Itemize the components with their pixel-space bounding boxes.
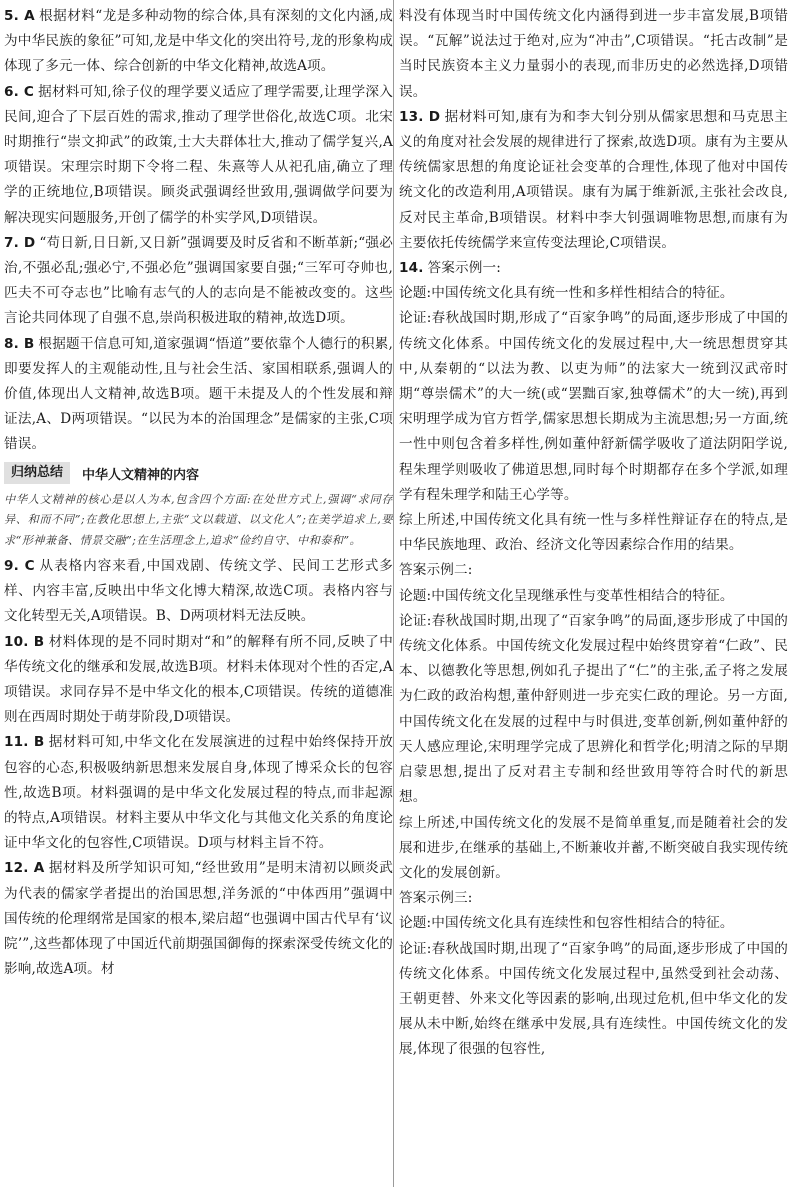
example-1-argument bbox=[399, 306, 788, 508]
answer-text: 论证:春秋战国时期,出现了“百家争鸣”的局面,逐步形成了中国的传统文化体系。中国传统文化发展过程中,虽然受到社会动荡、王朝更替、外来文化等因素的影响,出现过危机,但中华文化的发展从未中断,始终在继承中发展,具有连续性。中国传统文化的发展,体现了很强的包容性, bbox=[399, 940, 788, 1058]
answer-item-14 bbox=[399, 256, 788, 281]
answer-number: 9. C bbox=[4, 558, 35, 575]
answer-text: “苟日新,日日新,又日新”强调要及时反省和不断革新;“强必治,不强必乱;强必宁,不强必危”强调国家要自强;“三军可夺帅也,匹夫不可夺志也”比喻有志气的人的志向是不能被改变的。这些言论共同体现了自强不息,崇尚积极进取的精神,故选D项。 bbox=[4, 234, 393, 327]
answer-text: 综上所述,中国传统文化具有统一性与多样性辩证存在的特点,是中华民族地理、政治、经济文化等因素综合作用的结果。 bbox=[399, 512, 788, 554]
answer-text: 料没有体现当时中国传统文化内涵得到进一步丰富发展,B项错误。“瓦解”说法过于绝对,应为“冲击”,C项错误。“托古改制”是当时民族资本主义力量弱小的表现,而非历史的必然选择,D项错误。 bbox=[399, 8, 788, 100]
answer-text: 据材料及所学知识可知,“经世致用”是明末清初以顾炎武为代表的儒家学者提出的治国思想,洋务派的“中体西用”强调中国传统的伦理纲常是国家的根本,梁启超“也强调中国古代早有‘议院’”,这些都体现了中国近代前期强国御侮的探索深受传统文化的影响,故选A项。材 bbox=[4, 860, 393, 978]
answer-text: 论题:中国传统文化具有统一性和多样性相结合的特征。 bbox=[399, 285, 734, 302]
example-3-argument bbox=[399, 937, 788, 1063]
answer-item-5 bbox=[4, 4, 393, 80]
answer-text: 论题:中国传统文化具有连续性和包容性相结合的特征。 bbox=[399, 915, 734, 932]
answer-item-9 bbox=[4, 554, 393, 630]
column-divider bbox=[393, 0, 394, 1187]
answer-text: 材料体现的是不同时期对“和”的解释有所不同,反映了中华传统文化的继承和发展,故选B项。材料未体现对个性的否定,A项错误。求同存异不是中华文化的根本,C项错误。传统的道德准则在西周时期处于萌芽阶段,D项错误。 bbox=[4, 633, 393, 726]
answer-number: 8. B bbox=[4, 335, 35, 352]
example-1-thesis bbox=[399, 281, 788, 306]
answer-number: 6. C bbox=[4, 83, 35, 100]
right-column bbox=[399, 4, 788, 1063]
answer-text: 从表格内容来看,中国戏剧、传统文学、民间工艺形式多样、内容丰富,反映出中华文化博大精深,故选C项。表格内容与文化转型无关,A项错误。B、D两项材料无法反映。 bbox=[4, 558, 393, 625]
answer-item-12 bbox=[4, 856, 393, 982]
answer-number: 7. D bbox=[4, 234, 36, 251]
answer-text: 综上所述,中国传统文化的发展不是简单重复,而是随着社会的发展和进步,在继承的基础上,不断兼收并蓄,不断突破自我实现传统文化的发展创新。 bbox=[399, 814, 788, 881]
answer-item-8 bbox=[4, 332, 393, 458]
summary-header bbox=[4, 461, 393, 486]
answer-number: 5. A bbox=[4, 8, 35, 24]
example-2-label bbox=[399, 558, 788, 583]
answer-text: 答案示例三: bbox=[399, 890, 473, 907]
answer-text: 根据题干信息可知,道家强调“悟道”要依靠个人德行的积累,即要发挥人的主观能动性,且与社会生活、家国相联系,强调人的价值,体现出人文精神,故选B项。题干未提及人的个性发展和辩证法,A、D两项错误。“以民为本的治国理念”是儒家的主张,C项错误。 bbox=[4, 335, 393, 453]
answer-number: 14. bbox=[399, 260, 424, 277]
answer-number: 11. B bbox=[4, 734, 45, 751]
answer-item-6 bbox=[4, 80, 393, 231]
answer-text: 答案示例二: bbox=[399, 562, 473, 579]
answer-number: 12. A bbox=[4, 860, 45, 877]
answer-text: 论证:春秋战国时期,出现了“百家争鸣”的局面,逐步形成了中国的传统文化体系。中国传统文化发展过程中始终贯穿着“仁政”、民本、以德教化等思想,例如孔子提出了“仁”的主张,孟子将之发展为仁政的政治构想,董仲舒则进一步充实仁政的理论。另一方面,中国传统文化在发展的过程中与时俱进,变革创新,例如董仲舒的天人感应理论,宋明理学完成了思辨化和哲学化;明清之际的早期启蒙思想,提出了反对君主专制和经世致用等符合时代的新思想。 bbox=[399, 612, 788, 806]
answer-text: 答案示例一: bbox=[427, 260, 501, 277]
answer-item-11 bbox=[4, 730, 393, 856]
summary-title: 中华人文精神的内容 bbox=[82, 467, 200, 483]
answer-number: 10. B bbox=[4, 633, 45, 650]
left-column bbox=[4, 4, 393, 983]
example-3-label bbox=[399, 886, 788, 911]
summary-text: 中华人文精神的核心是以人为本,包含四个方面:在处世方式上,强调“求同存异、和而不同”;在教化思想上,主张“文以载道、以文化人”;在美学追求上,要求“形神兼备、情景交融”;在生活理念上,追求“俭约自守、中和泰和”。 bbox=[4, 492, 393, 548]
answer-text: 据材料可知,徐子仪的理学要义适应了理学需要,让理学深入民间,迎合了下层百姓的需求,推动了理学世俗化,故选C项。北宋时期推行“崇文抑武”的政策,士大夫群体壮大,推动了儒学复兴,A项错误。宋理宗时期下令将二程、朱熹等人从祀孔庙,确立了理学的正统地位,B项错误。顾炎武强调经世致用,强调做学问要为解决现实问题服务,开创了儒学的朴实学风,D项错误。 bbox=[4, 83, 393, 226]
answer-item-12-continued bbox=[399, 4, 788, 105]
answer-text: 据材料可知,中华文化在发展演进的过程中始终保持开放包容的心态,积极吸纳新思想来发展自身,体现了博采众长的包容性,故选B项。材料强调的是中华文化发展过程的特点,而非起源的特点,A项错误。材料主要从中华文化与其他文化关系的角度论证中华文化的包容性,C项错误。D项与材料主旨不符。 bbox=[4, 734, 393, 852]
summary-tag: 归纳总结 bbox=[4, 462, 70, 484]
answer-text: 据材料可知,康有为和李大钊分别从儒家思想和马克思主义的角度对社会发展的规律进行了探索,故选D项。康有为主要从传统儒家思想的角度论证社会变革的合理性,体现了他对中国传统文化的改造利用,A项错误。康有为属于维新派,主张社会改良,反对民主革命,B项错误。材料中李大钊强调唯物思想,而康有为主要依托传统儒学来宣传变法理论,C项错误。 bbox=[399, 108, 788, 251]
answer-text: 论证:春秋战国时期,形成了“百家争鸣”的局面,逐步形成了中国的传统文化体系。中国传统文化的发展过程中,大一统思想贯穿其中,从秦朝的“以法为教、以吏为师”的法家大一统到汉武帝时期“尊崇儒术”的大一统(或“罢黜百家,独尊儒术”的大一统),再到宋明理学成为官方哲学,儒家思想长期成为主流思想;另一方面,统一性中则包含着多样性,例如董仲舒新儒学吸收了道法阴阳学说,程朱理学则吸收了佛道思想,同时每个时期都存在多个学派,如理学有程朱理学和陆王心学等。 bbox=[399, 310, 788, 503]
example-2-conclusion bbox=[399, 811, 788, 887]
answer-item-13 bbox=[399, 105, 788, 256]
example-2-argument bbox=[399, 609, 788, 811]
answer-number: 13. D bbox=[399, 108, 441, 125]
answer-item-10 bbox=[4, 630, 393, 731]
answer-item-7 bbox=[4, 231, 393, 332]
answer-text: 根据材料“龙是多种动物的综合体,具有深刻的文化内涵,成为中华民族的象征”可知,龙是中华文化的突出符号,龙的形象构成体现了多元一体、综合创新的中华文化精神,故选A项。 bbox=[4, 8, 394, 75]
example-3-thesis bbox=[399, 911, 788, 936]
answer-text: 论题:中国传统文化呈现继承性与变革性相结合的特征。 bbox=[399, 587, 734, 604]
example-1-conclusion bbox=[399, 508, 788, 558]
example-2-thesis bbox=[399, 584, 788, 609]
